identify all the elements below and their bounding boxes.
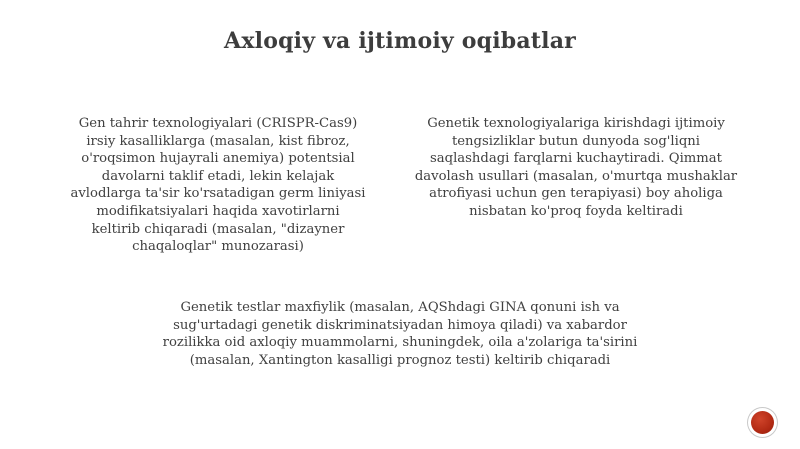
slide-title: Axloqiy va ijtimoiy oqibatlar xyxy=(224,28,576,54)
paragraph-social-inequality: Genetik texnologiyalariga kirishdagi ijtimoiy tengsizliklar butun dunyoda sog'liqni saqlashdagi farqlarni kuchaytiradi. Qimmat davolash usullari (masalan, o'murtqa mushaklar atrofiyasi uchun gen terapiyasi) boy aholiga nisbatan ko'proq foyda keltiradi xyxy=(414,116,738,219)
paragraph-genetic-testing: Genetik testlar maxfiylik (masalan, AQShdagi GINA qonuni ish va sug'urtadagi genetik diskriminatsiyadan himoya qiladi) va xabardor rozilikka oid axloqiy muammolarni, shuningdek, oila a'zolariga ta'sirini (masalan, Xantington kasalligi prognoz testi) keltirib chiqaradi xyxy=(162,300,638,368)
next-slide-button[interactable] xyxy=(748,408,777,437)
red-circle-nav-icon xyxy=(751,411,774,434)
paragraph-gene-editing: Gen tahrir texnologiyalari (CRISPR-Cas9) irsiy kasalliklarga (masalan, kist fibroz, o'roqsimon hujayrali anemiya) potentsial davolarni taklif etadi, lekin kelajak avlodlarga ta'sir ko'rsatadigan germ liniyasi modifikatsiyalari haqida xavotirlarni keltirib chiqaradi (masalan, "dizayner chaqaloqlar" munozarasi) xyxy=(70,116,366,255)
